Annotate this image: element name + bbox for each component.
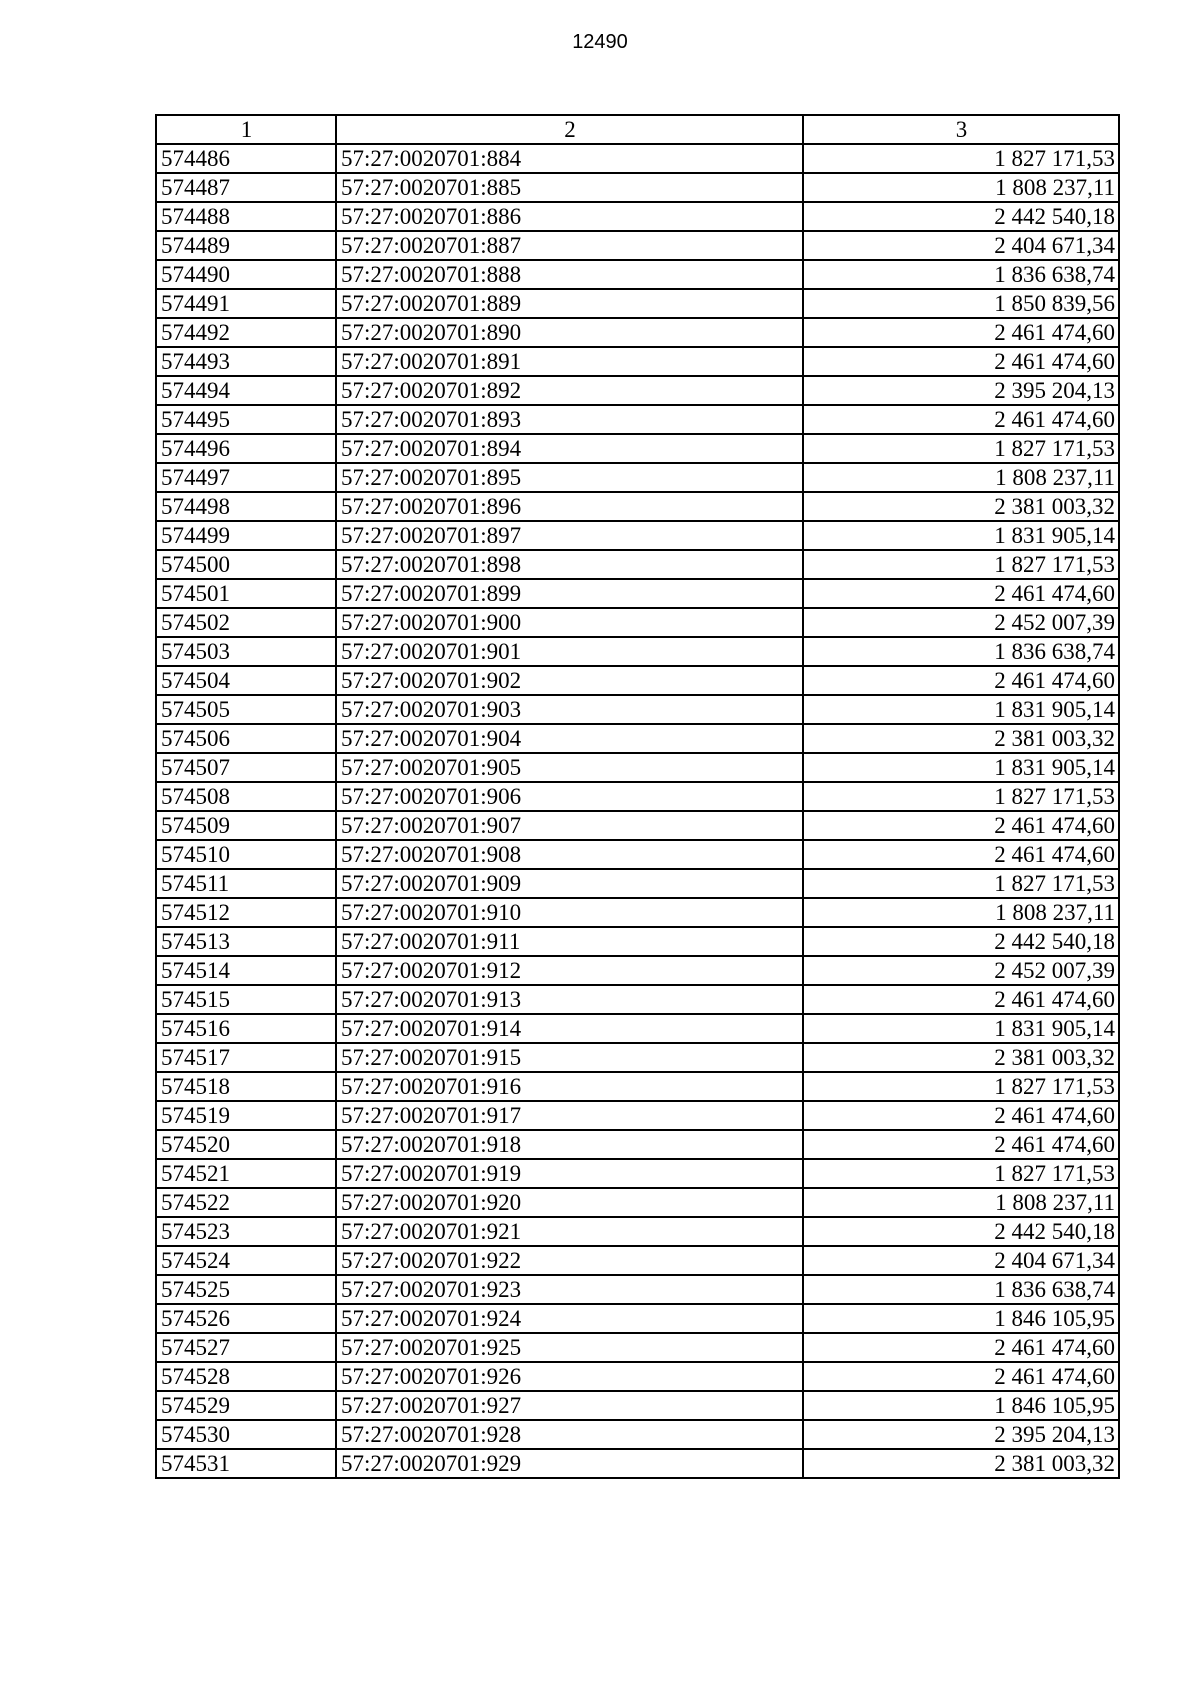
cadastral-value-cell: 2 381 003,32 (803, 724, 1119, 753)
table-row (156, 782, 1119, 811)
row-number-cell: 574488 (156, 202, 336, 231)
cadastral-number-cell: 57:27:0020701:913 (336, 985, 803, 1014)
row-number-cell: 574514 (156, 956, 336, 985)
row-number-cell: 574531 (156, 1449, 336, 1478)
cadastral-number-cell: 57:27:0020701:892 (336, 376, 803, 405)
row-number-cell: 574498 (156, 492, 336, 521)
table-row (156, 1333, 1119, 1362)
cadastral-value-cell: 1 827 171,53 (803, 1159, 1119, 1188)
cadastral-value-cell: 2 381 003,32 (803, 492, 1119, 521)
cadastral-value-cell: 2 461 474,60 (803, 405, 1119, 434)
table-row (156, 173, 1119, 202)
cadastral-number-cell: 57:27:0020701:903 (336, 695, 803, 724)
cadastral-number-cell: 57:27:0020701:885 (336, 173, 803, 202)
row-number-cell: 574501 (156, 579, 336, 608)
row-number-cell: 574515 (156, 985, 336, 1014)
row-number-cell: 574495 (156, 405, 336, 434)
cadastral-number-cell: 57:27:0020701:884 (336, 144, 803, 173)
cadastral-number-cell: 57:27:0020701:917 (336, 1101, 803, 1130)
cadastral-value-table (155, 114, 1120, 1479)
table-row (156, 231, 1119, 260)
cadastral-number-cell: 57:27:0020701:901 (336, 637, 803, 666)
cadastral-value-cell: 2 404 671,34 (803, 1246, 1119, 1275)
cadastral-number-cell: 57:27:0020701:920 (336, 1188, 803, 1217)
table-row (156, 202, 1119, 231)
cadastral-number-cell: 57:27:0020701:927 (336, 1391, 803, 1420)
table-row (156, 260, 1119, 289)
row-number-cell: 574499 (156, 521, 336, 550)
cadastral-value-cell: 2 461 474,60 (803, 1101, 1119, 1130)
row-number-cell: 574513 (156, 927, 336, 956)
table-row (156, 347, 1119, 376)
cadastral-value-cell: 2 452 007,39 (803, 608, 1119, 637)
row-number-cell: 574526 (156, 1304, 336, 1333)
table-row (156, 1217, 1119, 1246)
table-row (156, 869, 1119, 898)
cadastral-number-cell: 57:27:0020701:902 (336, 666, 803, 695)
cadastral-value-cell: 1 831 905,14 (803, 753, 1119, 782)
table-row (156, 840, 1119, 869)
cadastral-value-cell: 2 461 474,60 (803, 1333, 1119, 1362)
cadastral-number-cell: 57:27:0020701:911 (336, 927, 803, 956)
table-row (156, 666, 1119, 695)
cadastral-value-cell: 1 808 237,11 (803, 173, 1119, 202)
row-number-cell: 574502 (156, 608, 336, 637)
cadastral-number-cell: 57:27:0020701:918 (336, 1130, 803, 1159)
row-number-cell: 574496 (156, 434, 336, 463)
row-number-cell: 574507 (156, 753, 336, 782)
row-number-cell: 574519 (156, 1101, 336, 1130)
cadastral-value-cell: 1 827 171,53 (803, 782, 1119, 811)
table-row (156, 985, 1119, 1014)
table-row (156, 289, 1119, 318)
cadastral-number-cell: 57:27:0020701:895 (336, 463, 803, 492)
row-number-cell: 574516 (156, 1014, 336, 1043)
row-number-cell: 574525 (156, 1275, 336, 1304)
cadastral-value-cell: 1 827 171,53 (803, 1072, 1119, 1101)
cadastral-number-cell: 57:27:0020701:886 (336, 202, 803, 231)
row-number-cell: 574504 (156, 666, 336, 695)
row-number-cell: 574505 (156, 695, 336, 724)
column-header-2: 2 (336, 115, 803, 144)
table-body (156, 144, 1119, 1478)
table-row (156, 1275, 1119, 1304)
cadastral-number-cell: 57:27:0020701:924 (336, 1304, 803, 1333)
table-row (156, 550, 1119, 579)
table-header-row (156, 115, 1119, 144)
row-number-cell: 574511 (156, 869, 336, 898)
table-row (156, 1188, 1119, 1217)
row-number-cell: 574492 (156, 318, 336, 347)
row-number-cell: 574517 (156, 1043, 336, 1072)
table-row (156, 927, 1119, 956)
row-number-cell: 574491 (156, 289, 336, 318)
row-number-cell: 574506 (156, 724, 336, 753)
cadastral-number-cell: 57:27:0020701:915 (336, 1043, 803, 1072)
row-number-cell: 574503 (156, 637, 336, 666)
cadastral-number-cell: 57:27:0020701:914 (336, 1014, 803, 1043)
cadastral-value-cell: 2 461 474,60 (803, 347, 1119, 376)
cadastral-value-cell: 2 442 540,18 (803, 202, 1119, 231)
cadastral-number-cell: 57:27:0020701:896 (336, 492, 803, 521)
row-number-cell: 574510 (156, 840, 336, 869)
table-row (156, 1014, 1119, 1043)
row-number-cell: 574524 (156, 1246, 336, 1275)
row-number-cell: 574500 (156, 550, 336, 579)
cadastral-number-cell: 57:27:0020701:929 (336, 1449, 803, 1478)
table-row (156, 1159, 1119, 1188)
table-row (156, 434, 1119, 463)
row-number-cell: 574490 (156, 260, 336, 289)
cadastral-value-cell: 2 404 671,34 (803, 231, 1119, 260)
table-row (156, 753, 1119, 782)
cadastral-value-cell: 2 461 474,60 (803, 1130, 1119, 1159)
row-number-cell: 574489 (156, 231, 336, 260)
cadastral-number-cell: 57:27:0020701:922 (336, 1246, 803, 1275)
cadastral-number-cell: 57:27:0020701:891 (336, 347, 803, 376)
cadastral-number-cell: 57:27:0020701:900 (336, 608, 803, 637)
cadastral-number-cell: 57:27:0020701:898 (336, 550, 803, 579)
table-row (156, 144, 1119, 173)
table-row (156, 1362, 1119, 1391)
table-row (156, 1449, 1119, 1478)
table-row (156, 637, 1119, 666)
table-row (156, 1420, 1119, 1449)
table-row (156, 898, 1119, 927)
table-row (156, 579, 1119, 608)
row-number-cell: 574528 (156, 1362, 336, 1391)
cadastral-value-cell: 2 461 474,60 (803, 985, 1119, 1014)
cadastral-value-cell: 1 836 638,74 (803, 1275, 1119, 1304)
cadastral-value-cell: 1 831 905,14 (803, 1014, 1119, 1043)
table-row (156, 1246, 1119, 1275)
table-row (156, 492, 1119, 521)
row-number-cell: 574527 (156, 1333, 336, 1362)
cadastral-value-cell: 2 381 003,32 (803, 1449, 1119, 1478)
table-row (156, 724, 1119, 753)
cadastral-number-cell: 57:27:0020701:905 (336, 753, 803, 782)
cadastral-number-cell: 57:27:0020701:897 (336, 521, 803, 550)
table-row (156, 521, 1119, 550)
row-number-cell: 574520 (156, 1130, 336, 1159)
cadastral-value-cell: 1 836 638,74 (803, 260, 1119, 289)
cadastral-number-cell: 57:27:0020701:887 (336, 231, 803, 260)
cadastral-number-cell: 57:27:0020701:888 (336, 260, 803, 289)
cadastral-number-cell: 57:27:0020701:921 (336, 1217, 803, 1246)
cadastral-value-cell: 1 808 237,11 (803, 463, 1119, 492)
cadastral-value-cell: 2 381 003,32 (803, 1043, 1119, 1072)
row-number-cell: 574522 (156, 1188, 336, 1217)
cadastral-number-cell: 57:27:0020701:906 (336, 782, 803, 811)
table-row (156, 1072, 1119, 1101)
cadastral-number-cell: 57:27:0020701:908 (336, 840, 803, 869)
cadastral-number-cell: 57:27:0020701:925 (336, 1333, 803, 1362)
cadastral-value-cell: 2 461 474,60 (803, 579, 1119, 608)
cadastral-number-cell: 57:27:0020701:928 (336, 1420, 803, 1449)
cadastral-value-cell: 1 831 905,14 (803, 695, 1119, 724)
table-row (156, 956, 1119, 985)
cadastral-value-cell: 2 442 540,18 (803, 927, 1119, 956)
cadastral-number-cell: 57:27:0020701:919 (336, 1159, 803, 1188)
row-number-cell: 574497 (156, 463, 336, 492)
row-number-cell: 574486 (156, 144, 336, 173)
column-header-1: 1 (156, 115, 336, 144)
row-number-cell: 574487 (156, 173, 336, 202)
cadastral-value-cell: 1 827 171,53 (803, 550, 1119, 579)
cadastral-value-cell: 1 831 905,14 (803, 521, 1119, 550)
page-number: 12490 (572, 31, 628, 53)
row-number-cell: 574523 (156, 1217, 336, 1246)
table-row (156, 811, 1119, 840)
cadastral-value-cell: 1 836 638,74 (803, 637, 1119, 666)
row-number-cell: 574512 (156, 898, 336, 927)
cadastral-number-cell: 57:27:0020701:910 (336, 898, 803, 927)
cadastral-number-cell: 57:27:0020701:909 (336, 869, 803, 898)
cadastral-value-cell: 2 461 474,60 (803, 318, 1119, 347)
cadastral-value-cell: 2 395 204,13 (803, 376, 1119, 405)
row-number-cell: 574494 (156, 376, 336, 405)
table-row (156, 405, 1119, 434)
table-row (156, 1391, 1119, 1420)
cadastral-value-cell: 2 461 474,60 (803, 1362, 1119, 1391)
cadastral-number-cell: 57:27:0020701:894 (336, 434, 803, 463)
cadastral-value-cell: 2 461 474,60 (803, 840, 1119, 869)
row-number-cell: 574529 (156, 1391, 336, 1420)
cadastral-value-cell: 1 846 105,95 (803, 1391, 1119, 1420)
cadastral-number-cell: 57:27:0020701:890 (336, 318, 803, 347)
cadastral-value-cell: 1 808 237,11 (803, 1188, 1119, 1217)
table-row (156, 318, 1119, 347)
table-row (156, 1304, 1119, 1333)
cadastral-value-cell: 1 850 839,56 (803, 289, 1119, 318)
row-number-cell: 574530 (156, 1420, 336, 1449)
table-row (156, 1101, 1119, 1130)
cadastral-value-cell: 2 395 204,13 (803, 1420, 1119, 1449)
cadastral-value-cell: 1 827 171,53 (803, 144, 1119, 173)
row-number-cell: 574521 (156, 1159, 336, 1188)
cadastral-value-cell: 2 452 007,39 (803, 956, 1119, 985)
table-row (156, 1043, 1119, 1072)
cadastral-number-cell: 57:27:0020701:889 (336, 289, 803, 318)
table-row (156, 608, 1119, 637)
row-number-cell: 574518 (156, 1072, 336, 1101)
cadastral-number-cell: 57:27:0020701:907 (336, 811, 803, 840)
table-row (156, 1130, 1119, 1159)
table-row (156, 463, 1119, 492)
cadastral-number-cell: 57:27:0020701:893 (336, 405, 803, 434)
row-number-cell: 574493 (156, 347, 336, 376)
cadastral-number-cell: 57:27:0020701:926 (336, 1362, 803, 1391)
cadastral-number-cell: 57:27:0020701:912 (336, 956, 803, 985)
row-number-cell: 574508 (156, 782, 336, 811)
column-header-3: 3 (803, 115, 1119, 144)
cadastral-number-cell: 57:27:0020701:904 (336, 724, 803, 753)
row-number-cell: 574509 (156, 811, 336, 840)
cadastral-number-cell: 57:27:0020701:899 (336, 579, 803, 608)
cadastral-value-cell: 1 827 171,53 (803, 869, 1119, 898)
cadastral-number-cell: 57:27:0020701:923 (336, 1275, 803, 1304)
cadastral-value-cell: 2 461 474,60 (803, 811, 1119, 840)
table-row (156, 695, 1119, 724)
cadastral-value-cell: 2 461 474,60 (803, 666, 1119, 695)
cadastral-value-cell: 2 442 540,18 (803, 1217, 1119, 1246)
cadastral-value-cell: 1 827 171,53 (803, 434, 1119, 463)
cadastral-value-cell: 1 846 105,95 (803, 1304, 1119, 1333)
cadastral-number-cell: 57:27:0020701:916 (336, 1072, 803, 1101)
table-row (156, 376, 1119, 405)
cadastral-value-cell: 1 808 237,11 (803, 898, 1119, 927)
